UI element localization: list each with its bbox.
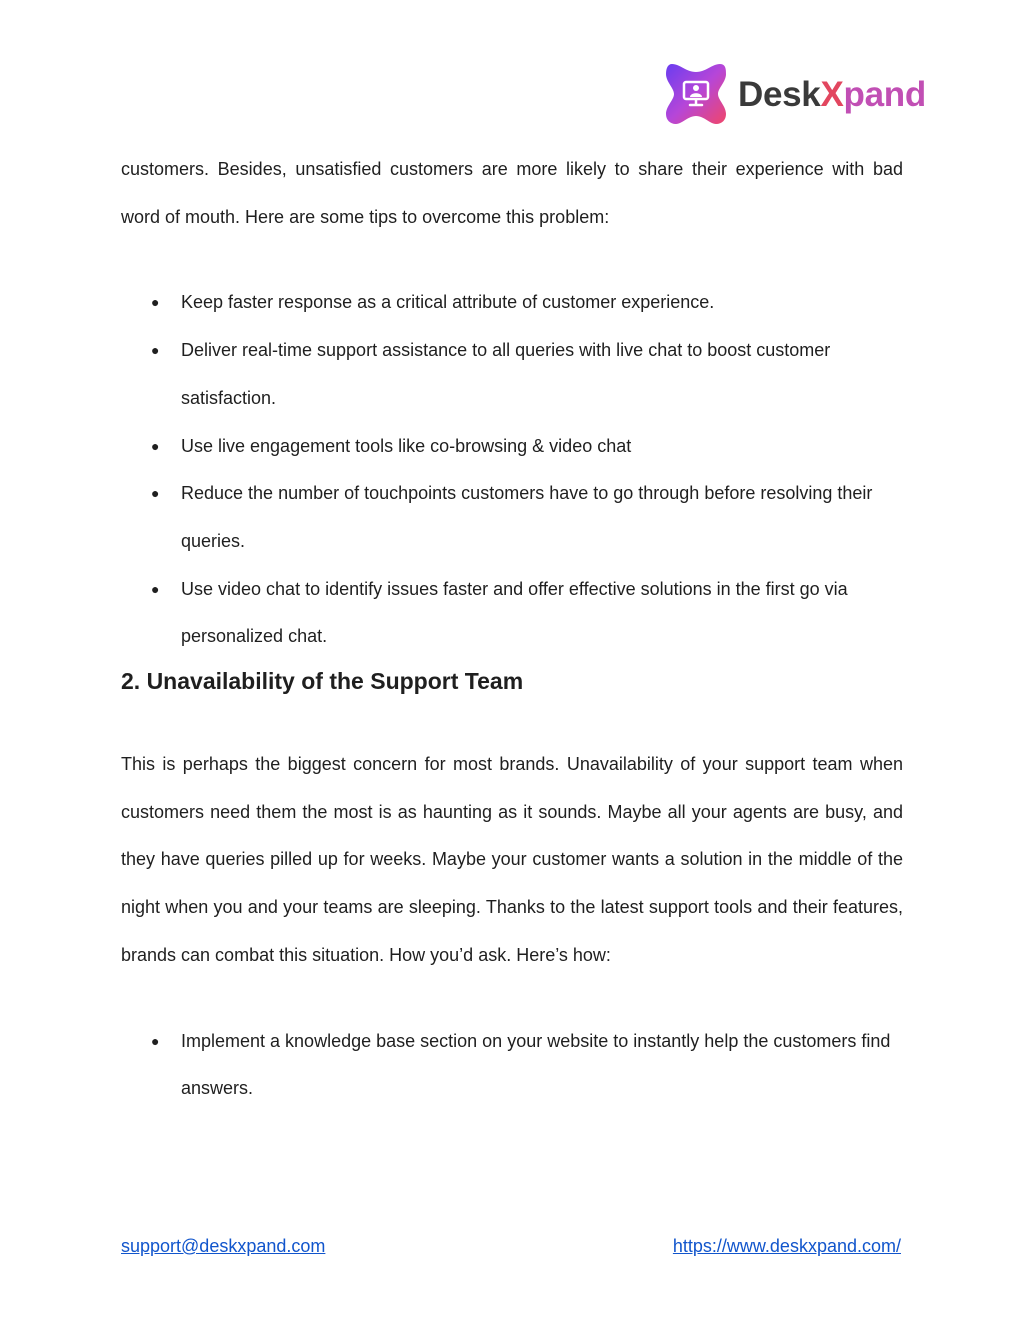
intro-paragraph: customers. Besides, unsatisfied customers are more likely to share their experience with bad word of mouth. Here are some tips to overcome this problem: <box>121 159 903 227</box>
tips-list <box>121 279 903 661</box>
brand-name-x: X <box>820 74 844 114</box>
support-email-link[interactable]: support@deskxpand.com <box>121 1236 326 1256</box>
brand-name <box>738 74 926 114</box>
section2-paragraph: This is perhaps the biggest concern for most brands. Unavailability of your support team when customers need them the most is as haunting as it sounds. Maybe all your agents are busy, and they have queries pilled up for weeks. Maybe your customer wants a solution in the middle of the night when you and your teams are sleeping. Thanks to the latest support tools and their features, brands can combat this situation. How you’d ask. Here’s how: <box>121 754 903 965</box>
list-item: ● Keep faster response as a critical attribute of customer experience. <box>121 279 903 327</box>
brand-logo <box>664 60 926 128</box>
brand-name-pand: pand <box>843 74 926 114</box>
monitor-person-icon <box>664 62 728 126</box>
section2-tips-list <box>121 1018 903 1113</box>
list-item: ● Deliver real-time support assistance to all queries with live chat to boost customer satisfaction. <box>121 327 903 422</box>
list-item: ● Use video chat to identify issues faster and offer effective solutions in the first go via personalized chat. <box>121 566 903 661</box>
brand-name-desk: Desk <box>738 74 821 114</box>
website-link[interactable]: https://www.deskxpand.com/ <box>672 1236 901 1256</box>
list-item: ● Use live engagement tools like co-browsing & video chat <box>121 423 903 471</box>
section-heading: 2. Unavailability of the Support Team <box>121 668 524 695</box>
list-item: ● Reduce the number of touchpoints customers have to go through before resolving their queries. <box>121 470 903 565</box>
document-body <box>121 146 903 1113</box>
list-item: ● Implement a knowledge base section on your website to instantly help the customers find answers. <box>121 1018 903 1113</box>
